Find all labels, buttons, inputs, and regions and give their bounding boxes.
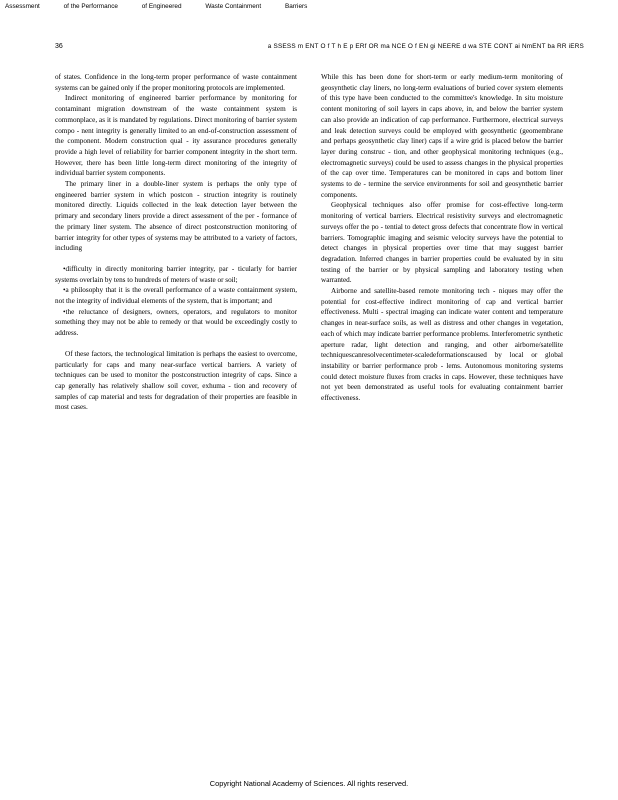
- title-segment: Barriers: [284, 3, 308, 10]
- paragraph: While this has been done for short-term or early medium-term monitoring of geosynthetic clay liners, no long-term evaluations of buried cover system elements of this type have been conducted to the committee's knowledge. In situ moisture content monitoring of soil layers in caps above, in, and below the barrier system can also provide an indication of cap performance. Furthermore, electrical surveys and leak detection surveys could be employed with geosynthetic (geomembrane and perhaps geosynthetic clay liner) caps if a wire grid is placed below the barrier layer during construc - tion, and other geophysical monitoring techniques (e.g., electromagnetic surveys) could be used to assess changes in the physical properties of the cap over time. Temperatures can be monitored in caps and bottom liner systems to de - termine the service environments for soil and geosynthetic barrier components.: [321, 73, 563, 199]
- right-column: [321, 72, 563, 404]
- document-title-bar: [5, 2, 615, 11]
- title-segment: of Engineered: [141, 3, 182, 10]
- paragraph: Indirect monitoring of engineered barrier performance by monitoring for contaminant migration downstream of the waste containment system is commonplace, as it is mandated by regulations. Direct monitoring of barrier system compo - nent integrity is generally limited to an end-of-construction assessment of the component. Modern construction qual - ity assurance procedures generally provide a high level of reliability for barrier component integrity in the short term. However, there has been little long-term direct monitoring of the integrity of individual barrier system components.: [55, 94, 297, 178]
- title-segment: Assessment: [5, 3, 40, 10]
- running-head: a SSESS m ENT O f T h E p ERf OR ma NCE O f EN gi NEERE d wa STE CONT ai NmENT ba RR iERS: [267, 43, 584, 50]
- bullet-list: [55, 264, 297, 339]
- bullet-item: • the reluctance of designers, owners, operators, and regulators to monitor something they may not be able to remedy or that would be exceedingly costly to address.: [55, 307, 297, 339]
- title-segment: of the Performance: [63, 3, 118, 10]
- left-column: [55, 72, 297, 413]
- paragraph: Geophysical techniques also offer promise for cost-effective long-term monitoring of vertical barriers. Electrical resistivity surveys and electromagnetic surveys offer the po - tential to detect gross defects that concentrate flow in vertical barriers. Tomographic imaging and seismic velocity surveys have the potential to detect changes in physical properties over time that may suggest barrier degradation. Inferred changes in barrier properties could be evaluated by in situ testing of the barrier or by physical sampling and laboratory testing when warranted.: [321, 201, 563, 285]
- title-segment: Waste Containment: [205, 3, 262, 10]
- copyright-footer: Copyright National Academy of Sciences. All rights reserved.: [209, 779, 409, 788]
- paragraph: Airborne and satellite-based remote monitoring tech - niques may offer the potential for cost-effective indirect monitoring of cap and vertical barrier effectiveness. Multi - spectral imaging can indicate water content and temperature changes in near-surface soils, as well as distress and other changes in vegetation, each of which may indicate barrier performance problems. Interferometric synthetic aperture radar, light detection and ranging, and other airborne/satellite techniquescanresolvecentimeter-scaledeformationscaused by local or global instability or barrier performance prob - lems. Autonomous monitoring systems could detect moisture fluxes from cracks in caps. However, these techniques have not yet been demonstrated as useful tools for evaluating containment barrier effectiveness.: [321, 287, 563, 403]
- paragraph: of states. Confidence in the long-term proper performance of waste containment systems can be gained only if the proper monitoring protocols are implemented.: [55, 73, 297, 92]
- bullet-item: • difficulty in directly monitoring barrier integrity, par - ticularly for barrier systems overlain by tens to hundreds of meters of waste or soil;: [55, 264, 297, 285]
- paragraph: The primary liner in a double-liner system is perhaps the only type of engineered barrier system in which postcon - struction integrity is routinely monitored directly. Liquids collected in the leak detection layer between the primary and secondary liners provide a direct assessment of the per - formance of the primary liner system. The absence of direct postconstruction monitoring of barrier integrity for other types of systems may be attributed to a variety of factors, including: [55, 180, 297, 253]
- paragraph: Of these factors, the technological limitation is perhaps the easiest to overcome, particularly for caps and many near-surface vertical barriers. A variety of techniques can be used to monitor the postconstruction integrity of caps. Since a cap generally has relatively shallow soil cover, exhuma - tion and recovery of samples of cap material and tests for degradation of their properties are feasible in most cases.: [55, 349, 297, 412]
- bullet-item: • a philosophy that it is the overall performance of a waste containment system, not the integrity of individual elements of the system, that is important; and: [55, 285, 297, 306]
- page-number: 36: [55, 43, 63, 50]
